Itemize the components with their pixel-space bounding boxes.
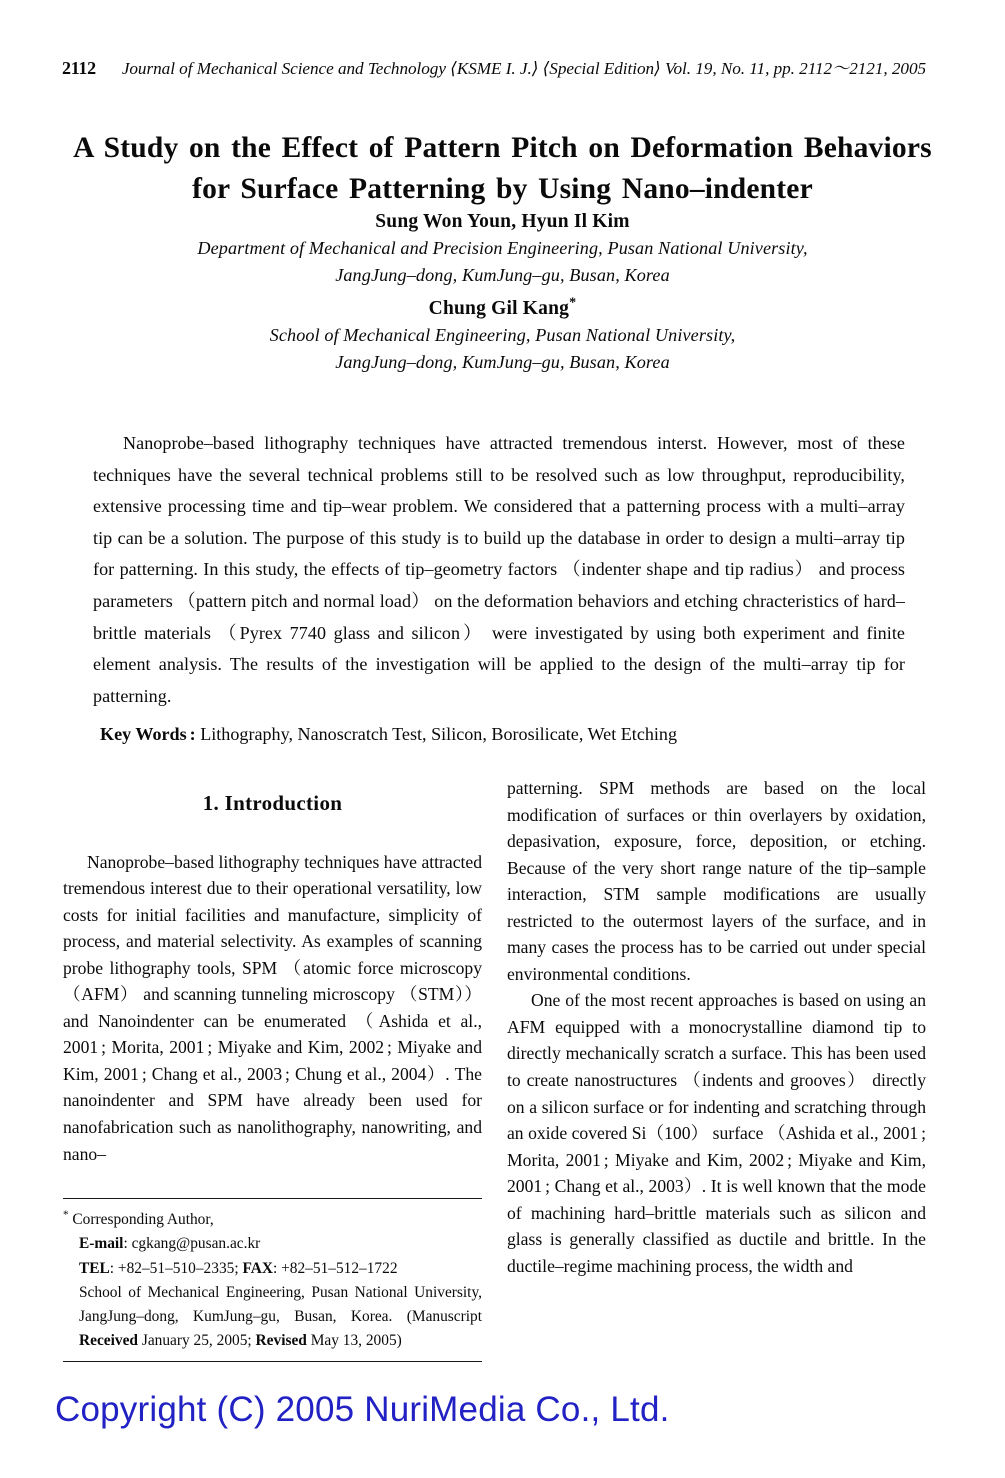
footnote-received-value: January 25, 2005;	[137, 1332, 256, 1350]
footnote-fax-label: FAX	[242, 1259, 273, 1277]
footnote-tel-value: : +82–51–510–2335;	[109, 1259, 239, 1277]
footnote-revised-value: May 13, 2005)	[306, 1332, 402, 1350]
body-column-left	[63, 790, 482, 1167]
body-column-right	[507, 775, 926, 1279]
keywords-line	[100, 720, 905, 748]
page-title	[56, 128, 949, 210]
footnote-marker: *	[63, 1208, 69, 1221]
author-name-corresponding: Chung Gil Kang	[428, 298, 570, 319]
running-head	[62, 54, 947, 79]
footnote-fax-value: : +82–51–512–1722	[272, 1259, 398, 1277]
section-heading-introduction: 1. Introduction	[202, 791, 343, 815]
corresponding-author-footnote	[63, 1198, 482, 1362]
author-names-group-1: Sung Won Youn, Hyun Il Kim	[375, 211, 630, 232]
paragraph-left-1: Nanoprobe–based lithography techniques have attracted tremendous interest due to their operational versatility, low costs for initial facilities and manufacture, simplicity of process, and material selectivity. As examples of scanning probe lithography tools, SPM （atomic force microscopy （AFM） and scanning tunneling microscopy （STM）） and Nanoindenter can be enumerated （Ashida et al., 2001 ; Morita, 2001 ; Miyake and Kim, 2002 ; Miyake and Kim, 2001 ; Chang et al., 2003 ; Chung et al., 2004）. The nanoindenter and SPM have already been used for nanofabrication such as nanolithography, nanowriting, and nano–	[63, 851, 482, 1164]
affiliation-2-line-1: School of Mechanical Engineering, Pusan National University,	[269, 325, 736, 345]
keywords-label: Key Words :	[100, 724, 196, 744]
journal-citation: Journal of Mechanical Science and Technology ⟨KSME I. J.⟩ ⟨Special Edition⟩ Vol. 19, No. 11, pp. 2112～2121, 2005	[121, 59, 927, 78]
paragraph-right-2: One of the most recent approaches is based on using an AFM equipped with a monocrystalline diamond tip to directly mechanically scratch a surface. This has been used to create nanostructures （indents and grooves） directly on a silicon surface or for indenting and scratching through an oxide covered Si（100） surface （Ashida et al., 2001 ; Morita, 2001 ; Miyake and Kim, 2002 ; Miyake and Kim, 2001 ; Chang et al., 2003）. It is well known that the mode of machining hard–brittle materials such as silicon and glass is generally classified as ductile and brittle. In the ductile–regime machining process, the width and	[507, 990, 926, 1276]
copyright-watermark: Copyright (C) 2005 NuriMedia Co., Ltd.	[55, 1390, 670, 1429]
footnote-email-value: : cgkang@pusan.ac.kr	[123, 1235, 261, 1253]
affiliation-2-line-2: JangJung–dong, KumJung–gu, Busan, Korea	[335, 352, 670, 372]
title-line-1: A Study on the Effect of Pattern Pitch on Deformation Behaviors	[73, 131, 932, 164]
author-names-group-2	[56, 295, 949, 322]
keywords-value: Lithography, Nanoscratch Test, Silicon, Borosilicate, Wet Etching	[200, 724, 678, 744]
footnote-phone-line	[63, 1257, 482, 1281]
footnote-email-line	[63, 1232, 482, 1256]
author-block	[56, 208, 949, 376]
footnote-received-label: Received	[79, 1332, 138, 1350]
footnote-corresponding-text: Corresponding Author,	[72, 1211, 214, 1228]
affiliation-1-line-1: Department of Mechanical and Precision Engineering, Pusan National University,	[197, 238, 808, 258]
page-folio: 2112	[62, 58, 96, 78]
footnote-tel-label: TEL	[79, 1259, 110, 1277]
corresponding-author-marker: *	[569, 294, 577, 311]
footnote-corresponding-line	[63, 1208, 482, 1232]
abstract-text: Nanoprobe–based lithography techniques have attracted tremendous interst. However, most of these techniques have the several technical problems still to be resolved such as low throughput, reproducibility, extensive processing time and tip–wear problem. We considered that a patterning process with a multi–array tip can be a solution. The purpose of this study is to build up the database in order to design a multi–array tip for patterning. In this study, the effects of tip–geometry factors （indenter shape and tip radius） and process parameters （pattern pitch and normal load） on the deformation behaviors and etching chracteristics of hard–brittle materials （Pyrex 7740 glass and silicon） were investigated by using both experiment and finite element analysis. The results of the investigation will be applied to the design of the multi–array tip for patterning.	[93, 433, 905, 706]
paragraph-right-1: patterning. SPM methods are based on the local modification of surfaces or thin overlayers by oxidation, depasivation, exposure, force, deposition, or etching. Because of the very short range nature of the tip–sample interaction, STM sample modifications are usually restricted to the outermost layers of the surface, and in many cases the process has to be carried out under special environmental conditions.	[507, 778, 926, 984]
footnote-address-line	[63, 1281, 482, 1354]
affiliation-1-line-2: JangJung–dong, KumJung–gu, Busan, Korea	[335, 265, 670, 285]
footnote-address-text: School of Mechanical Engineering, Pusan National University, JangJung–dong, KumJung–gu, Busan, Korea. (Manuscript	[79, 1283, 482, 1326]
footnote-email-label: E-mail	[79, 1235, 124, 1253]
footnote-revised-label: Revised	[255, 1332, 307, 1350]
title-line-2: for Surface Patterning by Using Nano–indenter	[192, 172, 813, 205]
